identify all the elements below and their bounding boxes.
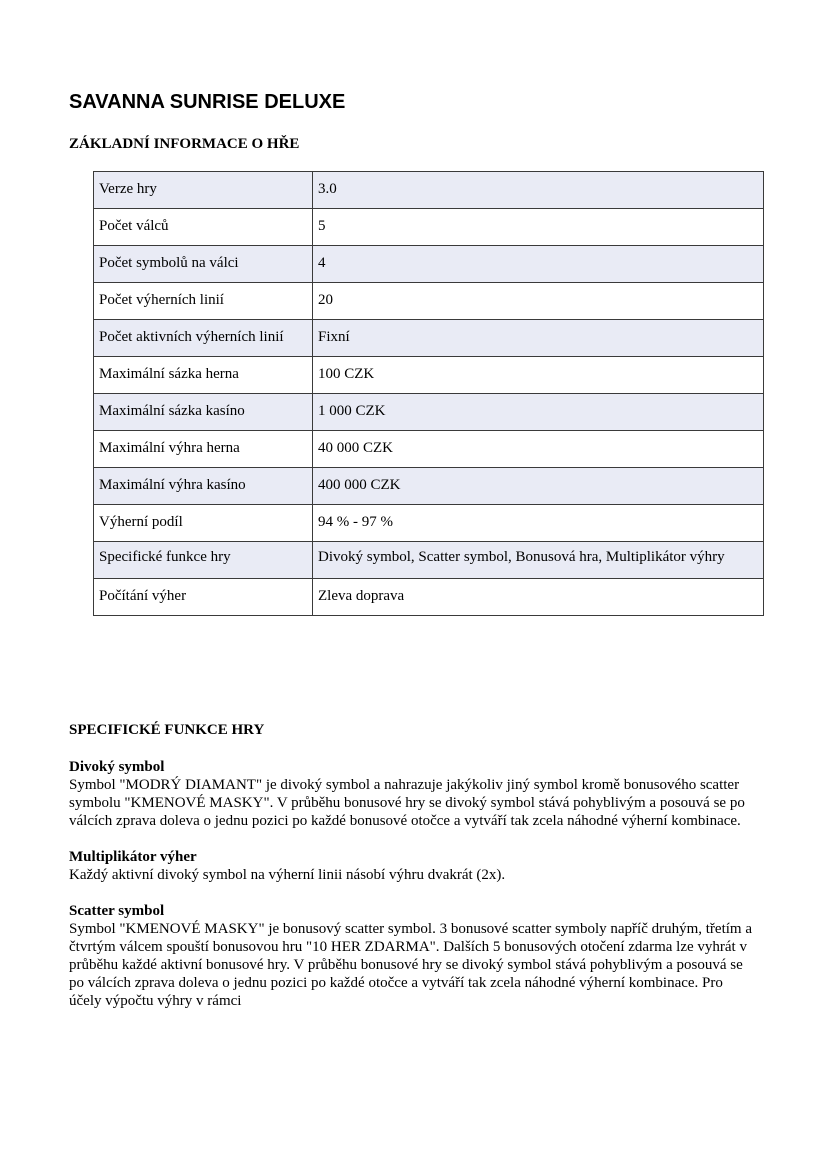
feature-text: Symbol "KMENOVÉ MASKY" je bonusový scatter symbol. 3 bonusové scatter symboly napříč druhým, třetím a čtvrtým válcem spouští bonusovou hru "10 HER ZDARMA". Dalších 5 bonusových otočení zdarma lze vyhrát v průběhu každé aktivní bonusové hry. V průběhu bonusové hry se divoký symbol stává pohyblivým a posouvá se po válcích zprava doleva o jednu pozici po každé otočce a vytváří tak zcela náhodné výherní kombinace. Pro účely výpočtu výhry v rámci	[69, 921, 752, 1009]
table-row-key: Maximální sázka herna	[94, 357, 313, 394]
table-row-key: Počet výherních linií	[94, 283, 313, 320]
table-row-value: Zleva doprava	[313, 579, 764, 616]
table-row	[94, 246, 764, 283]
table-row	[94, 357, 764, 394]
game-info-table	[93, 171, 764, 616]
table-row	[94, 209, 764, 246]
table-row-key: Počet aktivních výherních linií	[94, 320, 313, 357]
table-row-key: Verze hry	[94, 172, 313, 209]
table-row-value: 20	[313, 283, 764, 320]
table-row-key: Maximální výhra herna	[94, 431, 313, 468]
table-row-value: 3.0	[313, 172, 764, 209]
table-row	[94, 431, 764, 468]
feature-wild-symbol	[69, 758, 759, 830]
feature-title: Divoký symbol	[69, 759, 165, 775]
features-heading: SPECIFICKÉ FUNKCE HRY	[69, 722, 265, 738]
table-row-value: Fixní	[313, 320, 764, 357]
table-row	[94, 394, 764, 431]
feature-text: Každý aktivní divoký symbol na výherní linii násobí výhru dvakrát (2x).	[69, 867, 506, 883]
table-row-key: Specifické funkce hry	[94, 542, 313, 579]
table-row-value: 1 000 CZK	[313, 394, 764, 431]
table-row	[94, 468, 764, 505]
table-row-key: Maximální výhra kasíno	[94, 468, 313, 505]
feature-title: Scatter symbol	[69, 903, 165, 919]
table-row	[94, 505, 764, 542]
table-row	[94, 579, 764, 616]
table-row-key: Výherní podíl	[94, 505, 313, 542]
table-row-value: 5	[313, 209, 764, 246]
table-row-key: Maximální sázka kasíno	[94, 394, 313, 431]
table-row	[94, 172, 764, 209]
feature-scatter-symbol	[69, 902, 759, 1010]
features-section	[69, 758, 759, 1028]
table-row-value: 4	[313, 246, 764, 283]
table-row-value: 400 000 CZK	[313, 468, 764, 505]
document-title: SAVANNA SUNRISE DELUXE	[69, 91, 346, 113]
table-row-key: Počet symbolů na válci	[94, 246, 313, 283]
table-row	[94, 283, 764, 320]
table-row-value: 94 % - 97 %	[313, 505, 764, 542]
feature-title: Multiplikátor výher	[69, 849, 197, 865]
table-row-value: 100 CZK	[313, 357, 764, 394]
table-row-value: 40 000 CZK	[313, 431, 764, 468]
table-row-value: Divoký symbol, Scatter symbol, Bonusová hra, Multiplikátor výhry	[313, 542, 764, 579]
table-row-key: Počítání výher	[94, 579, 313, 616]
feature-text: Symbol "MODRÝ DIAMANT" je divoký symbol a nahrazuje jakýkoliv jiný symbol kromě bonusového scatter symbolu "KMENOVÉ MASKY". V průběhu bonusové hry se divoký symbol stává pohyblivým a posouvá se po válcích zprava doleva o jednu pozici po každé bonusové otočce a vytváří tak zcela náhodné výherní kombinace.	[69, 777, 745, 829]
table-row-key: Počet válců	[94, 209, 313, 246]
table-row	[94, 542, 764, 579]
basic-info-heading: ZÁKLADNÍ INFORMACE O HŘE	[69, 136, 300, 152]
table-row	[94, 320, 764, 357]
feature-multiplier	[69, 848, 759, 884]
